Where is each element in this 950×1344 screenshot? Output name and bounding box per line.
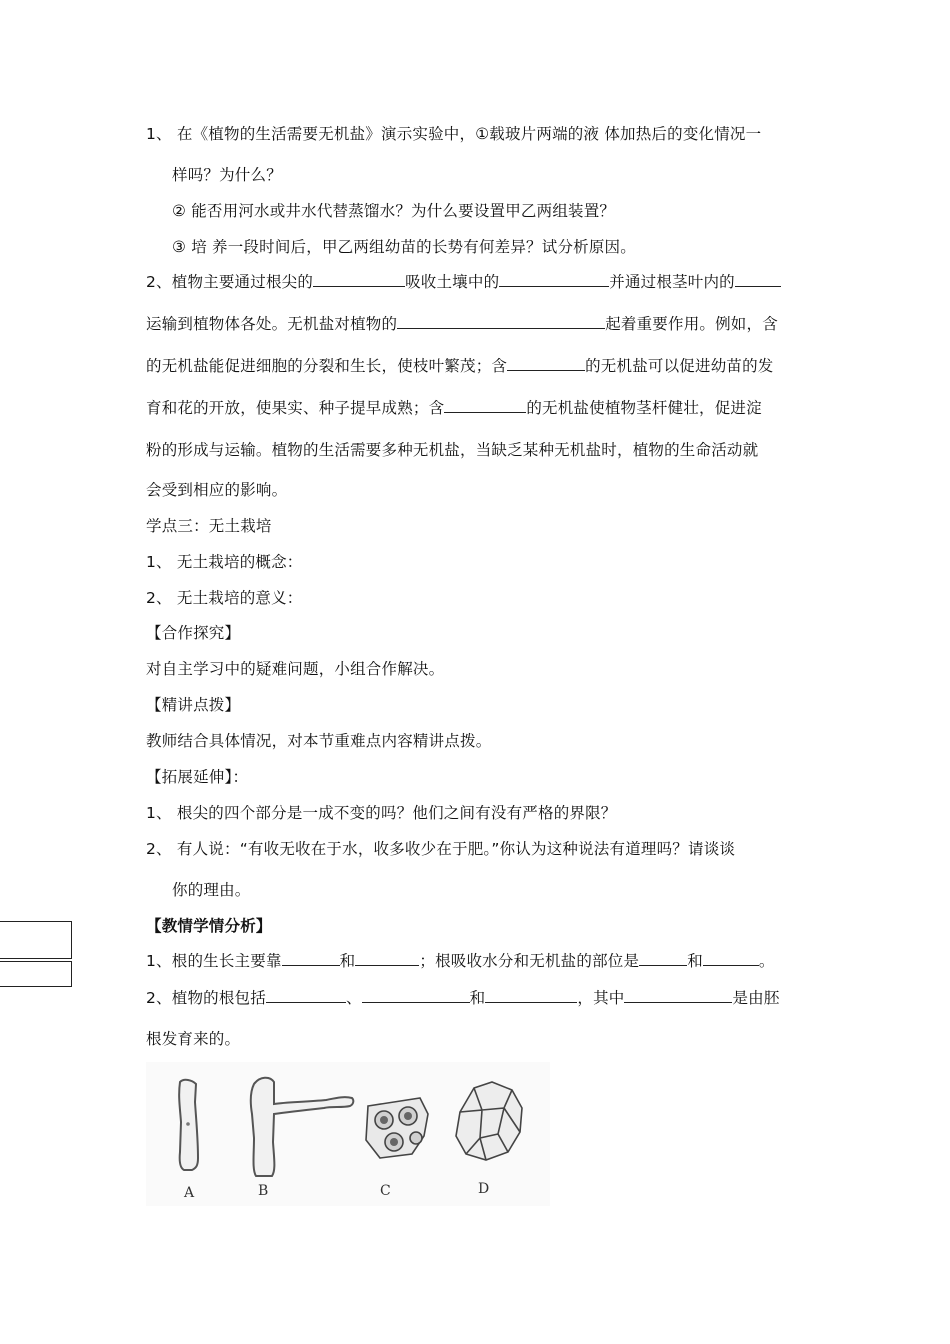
analysis-q2-e: 是由胚	[732, 989, 780, 1007]
answer-blank[interactable]	[282, 951, 340, 966]
figure-label-d: D	[478, 1181, 490, 1197]
q1-line2: 样吗？为什么？	[172, 166, 282, 184]
explain-text: 教师结合具体情况，对本节重难点内容精讲点拨。	[146, 732, 492, 750]
answer-blank[interactable]	[397, 314, 605, 329]
extend-item2a: 2、 有人说：“有收无收在于水，收多收少在于肥。”你认为这种说法有道理吗？请谈谈	[146, 840, 736, 858]
q2-text-f: 的无机盐能促进细胞的分裂和生长，使枝叶繁茂；含	[146, 357, 508, 375]
cell-b	[251, 1078, 354, 1176]
q1-line3: ② 能否用河水或井水代替蒸馏水？为什么要设置甲乙两组装置？	[172, 202, 616, 220]
q2-text-b: 吸收土壤中的	[405, 273, 500, 291]
analysis-q1-a: 1、根的生长主要靠	[146, 952, 282, 970]
q2-text-e: 起着重要作用。例如，含	[605, 315, 778, 333]
answer-blank[interactable]	[355, 951, 419, 966]
q2-line6: 会受到相应的影响。	[146, 481, 288, 499]
cell-c	[366, 1098, 428, 1158]
side-box	[0, 961, 72, 987]
q2-line3	[146, 356, 774, 376]
analysis-heading: 【教情学情分析】	[146, 917, 272, 935]
answer-blank[interactable]	[444, 398, 526, 413]
figure-label-c: C	[380, 1183, 391, 1199]
answer-blank[interactable]	[703, 951, 759, 966]
section3-title: 学点三：无土栽培	[146, 517, 272, 535]
analysis-q2-a: 2、植物的根包括	[146, 989, 266, 1007]
root-cells-figure	[146, 1062, 550, 1206]
answer-blank[interactable]	[507, 356, 585, 371]
answer-blank[interactable]	[639, 951, 687, 966]
q2-line1	[146, 272, 781, 292]
cell-d	[456, 1082, 522, 1160]
q2-line5: 粉的形成与运输。植物的生活需要多种无机盐，当缺乏某种无机盐时，植物的生命活动就	[146, 441, 759, 459]
analysis-q1	[146, 951, 775, 971]
q2-text-d: 运输到植物体各处。无机盐对植物的	[146, 315, 398, 333]
analysis-q2-b: 、	[345, 989, 362, 1007]
analysis-q1-d: 和	[687, 952, 703, 970]
analysis-q1-e: 。	[758, 952, 775, 970]
cell-a	[179, 1080, 198, 1170]
answer-blank[interactable]	[499, 272, 609, 287]
side-box	[0, 921, 72, 959]
q2-text-c: 并通过根茎叶内的	[609, 273, 735, 291]
q1-line4: ③ 培 养一段时间后，甲乙两组幼苗的长势有何差异？试分析原因。	[172, 238, 636, 256]
extend-heading: 【拓展延伸】：	[146, 768, 249, 786]
answer-blank[interactable]	[266, 988, 346, 1003]
cooperate-heading: 【合作探究】	[146, 624, 241, 642]
q2-text-g: 的无机盐可以促进幼苗的发	[585, 357, 774, 375]
answer-blank[interactable]	[735, 272, 781, 287]
extend-item1: 1、 根尖的四个部分是一成不变的吗？他们之间有没有严格的界限？	[146, 804, 617, 822]
section3-item1: 1、 无土栽培的概念：	[146, 553, 303, 571]
section3-item2: 2、 无土栽培的意义：	[146, 589, 303, 607]
analysis-q1-b: 和	[339, 952, 356, 970]
q2-text-a: 2、植物主要通过根尖的	[146, 273, 314, 291]
analysis-q2-c: 和	[469, 989, 486, 1007]
answer-blank[interactable]	[624, 988, 732, 1003]
q1-line1: 1、 在《植物的生活需要无机盐》演示实验中，①载玻片两端的液 体加热后的变化情况一	[146, 125, 762, 143]
q2-text-i: 的无机盐使植物茎杆健壮，促进淀	[526, 399, 762, 417]
analysis-q2	[146, 988, 780, 1008]
analysis-q1-c: ；根吸收水分和无机盐的部位是	[419, 952, 640, 970]
cooperate-text: 对自主学习中的疑难问题，小组合作解决。	[146, 660, 445, 678]
answer-blank[interactable]	[485, 988, 577, 1003]
extend-item2b: 你的理由。	[172, 881, 251, 899]
explain-heading: 【精讲点拨】	[146, 696, 241, 714]
answer-blank[interactable]	[362, 988, 470, 1003]
q2-line2	[146, 314, 778, 334]
analysis-q2-end: 根发育来的。	[146, 1030, 241, 1048]
answer-blank[interactable]	[313, 272, 405, 287]
analysis-q2-d: ，其中	[577, 989, 625, 1007]
figure-label-a: A	[184, 1185, 195, 1201]
q2-line4	[146, 398, 762, 418]
figure-label-b: B	[258, 1183, 269, 1199]
q2-text-h: 育和花的开放，使果实、种子提早成熟；含	[146, 399, 445, 417]
